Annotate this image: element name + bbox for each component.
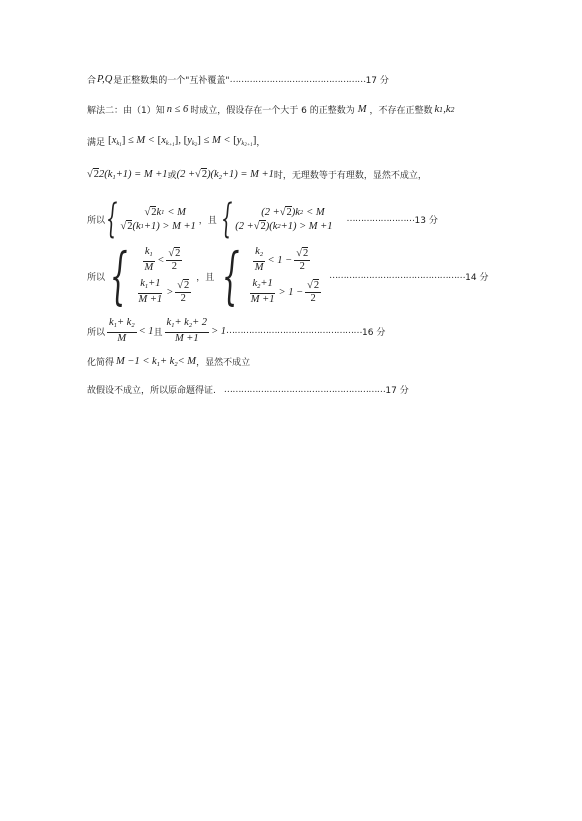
system-4: { $\frac{k_2}{M}$ < 1 − $\frac{√2}{2}$ $\frac{k_2+1}{M +1}$ > 1 − $\frac{√2}{2}$: [222, 239, 320, 312]
line-4: $√22(k_1+1) = M +1$ 或 $(2 +√2)(k_2+1) = M +1$ 时，无理数等于有理数，显然不成立，: [87, 168, 427, 181]
leader-dots: ……………………: [346, 214, 415, 224]
text: 解法二：由（1）知: [87, 106, 165, 116]
subscript: 1: [439, 105, 444, 114]
math-k: k: [434, 104, 440, 115]
text: ，不存在正整数: [369, 106, 433, 116]
text: 合: [87, 76, 97, 86]
leader-dots: …………………………………………: [226, 326, 363, 336]
text-or: 或: [167, 171, 177, 181]
leader-dots: …………………………………………: [329, 271, 466, 281]
line-3: 满足 $[x_{k1}] \le M < [x_{k+1}]$, $[y_{k2}] \le M < [y_{k2+1}]$ ，: [87, 134, 266, 148]
math-y: y: [187, 135, 192, 146]
line-6: 所以 { $\frac{k_1}{M}$ < $\frac{√2}{2}$ $\frac{k_1+1}{M +1}$ > $\frac{√2}{2}$ ，且 { $\frac{k_2}{M}$ < 1 − $\frac{√2}{2}$ $\frac{k_2+1}{M +1}$ > 1 − $\frac{√2}{2}$ ………………………………………… 14 分: [87, 239, 489, 312]
math-x: x: [111, 135, 117, 146]
comma: ,: [443, 104, 446, 115]
system-1: { √2 k 1 < M √2 (k 1 +1) > M +1: [106, 196, 196, 242]
text-so: 所以: [87, 272, 106, 283]
score: 14 分: [465, 272, 489, 283]
line-8: 化简得 $M -1 < k_1+ k_2< M$ ，显然不成立: [87, 355, 251, 368]
text: ，显然不成立: [196, 358, 251, 368]
math-n-le-6: n ≤ 6: [166, 104, 189, 115]
line-5: 所以 { √2 k 1 < M √2 (k 1 +1) > M +1 ，且 { (2 + √2 )k 2 < M (2 + √2 )(k 2 +1) > M +1 …………………… 13 分: [87, 196, 438, 242]
subscript: 2: [450, 105, 455, 114]
math-M: M: [357, 104, 367, 115]
line-1: [87, 73, 389, 86]
math-k: k: [445, 104, 451, 115]
math-pq: P,Q: [97, 74, 113, 85]
leader-dots: …………………………………………: [229, 74, 366, 85]
system-3: { $\frac{k_1}{M}$ < $\frac{√2}{2}$ $\frac{k_1+1}{M +1}$ > $\frac{√2}{2}$: [109, 239, 190, 312]
system-2: { (2 + √2 )k 2 < M (2 + √2 )(k 2 +1) > M +1: [220, 196, 333, 242]
text-so: 所以: [87, 327, 106, 338]
line-7: 所以 $\frac{k_1+ k_2}{M}$ < 1 且 $\frac{k_1+ k_2+ 2}{M +1}$ > 1 ………………………………………… 16 分: [87, 317, 386, 344]
score: 16 分: [362, 327, 386, 338]
text: 是正整数集的一个"互补覆盖": [113, 76, 230, 86]
score: 13 分: [414, 215, 438, 226]
text-so: 所以: [87, 215, 106, 226]
text: 时成立，假设存在一个大于 6 的正整数为: [190, 106, 355, 116]
line-2: [87, 103, 455, 116]
text: 故假设不成立，所以原命题得证.: [87, 386, 216, 396]
math-expr: 2(k: [99, 168, 113, 180]
text: 时，无理数等于有理数，显然不成立，: [273, 171, 427, 181]
score: 17 分: [385, 386, 409, 396]
math-relation: ≤ M <: [128, 135, 155, 146]
leader-dots: …………………………………………………: [223, 384, 386, 395]
text: 满足: [87, 137, 106, 148]
line-9: [87, 383, 409, 396]
score: 17 分: [365, 76, 389, 86]
text: 化简得: [87, 358, 115, 368]
